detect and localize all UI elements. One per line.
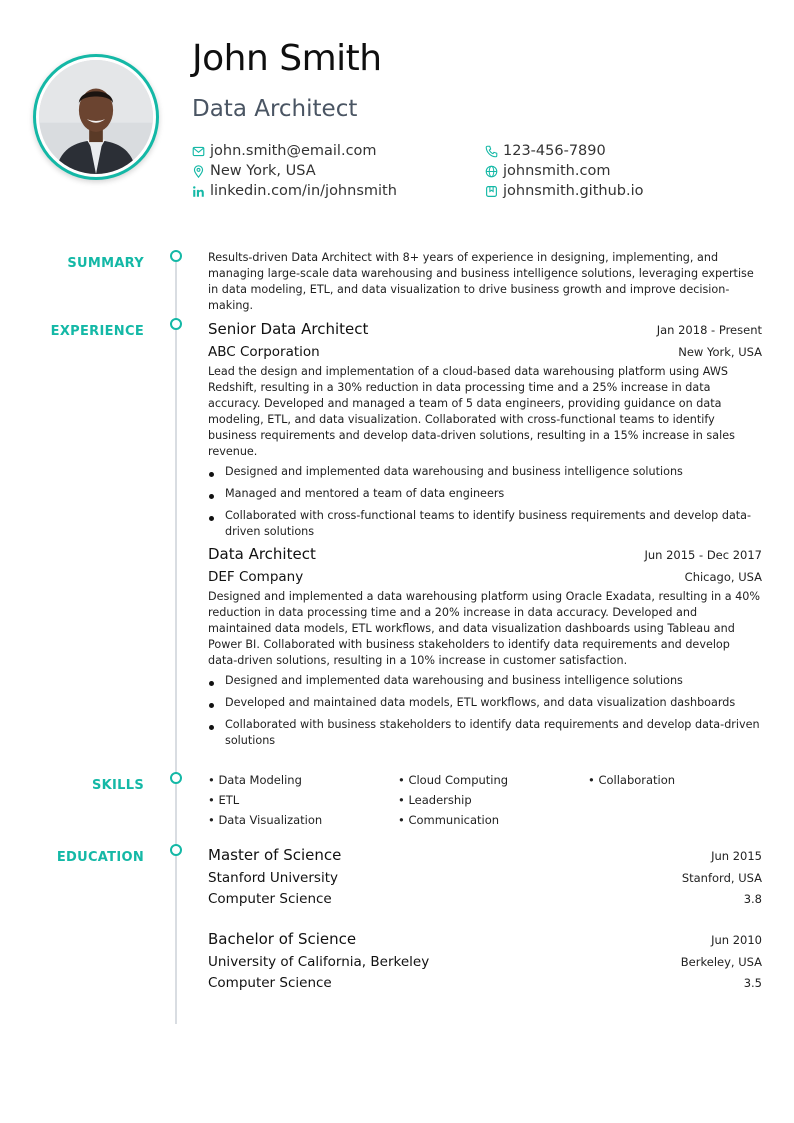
contact-portfolio[interactable] (485, 183, 643, 199)
phone-icon (485, 145, 498, 158)
job-title: Data Architect (208, 545, 316, 563)
skill-item (588, 812, 762, 828)
company-name: DEF Company (208, 569, 304, 585)
gpa: 3.8 (743, 892, 762, 906)
education-entry (208, 846, 762, 907)
list-item: Collaborated with cross-functional teams to identify business requirements and develop data-driven solutions (208, 508, 762, 540)
job-title: Data Architect (192, 96, 358, 122)
summary-text: Results-driven Data Architect with 8+ years of experience in designing, implementing, and managing large-scale data warehousing and business intelligence solutions, leveraging expertise in data modeling, ETL, and data visualization to drive business growth and improve decision-making. (208, 251, 754, 312)
school-location: Berkeley, USA (680, 955, 762, 969)
globe-icon (485, 165, 498, 178)
candidate-name: John Smith (192, 38, 382, 79)
skills-section (208, 772, 762, 828)
skill-item: • Data Modeling (208, 773, 302, 787)
summary-section (208, 250, 762, 314)
skill-item: • ETL (208, 793, 240, 807)
contact-email[interactable] (192, 143, 377, 159)
skill-item: • Leadership (398, 793, 472, 807)
website-text: johnsmith.com (503, 163, 611, 179)
skill-item: • Collaboration (588, 773, 676, 787)
job-title: Senior Data Architect (208, 320, 369, 338)
linkedin-text: linkedin.com/in/johnsmith (210, 183, 397, 199)
skill-item: • Cloud Computing (398, 773, 509, 787)
list-item: Developed and maintained data models, ETL workflows, and data visualization dashboards (208, 695, 762, 711)
section-label-summary: SUMMARY (67, 256, 144, 271)
experience-entry (208, 320, 762, 540)
field-of-study: Computer Science (208, 975, 332, 991)
job-location: Chicago, USA (684, 570, 762, 584)
contact-phone[interactable] (485, 143, 606, 159)
email-text: john.smith@email.com (210, 143, 377, 159)
graduation-date: Jun 2015 (711, 849, 762, 863)
school-name: Stanford University (208, 870, 338, 886)
field-of-study: Computer Science (208, 891, 332, 907)
school-name: University of California, Berkeley (208, 954, 430, 970)
phone-text: 123-456-7890 (503, 143, 606, 159)
education-entry (208, 930, 762, 991)
linkedin-icon (192, 185, 205, 198)
list-item: Collaborated with business stakeholders to identify data requirements and develop data-driven solutions (208, 717, 762, 749)
list-item: Designed and implemented data warehousing and business intelligence solutions (208, 464, 762, 480)
list-item: Designed and implemented data warehousing and business intelligence solutions (208, 673, 762, 689)
section-label-experience: EXPERIENCE (50, 324, 144, 339)
skill-item: • Communication (398, 813, 500, 827)
portfolio-icon (485, 185, 498, 198)
job-description: Designed and implemented a data warehousing platform using Oracle Exadata, resulting in a 40% reduction in data processing time and a 20% increase in data accuracy. Developed and maintained data models, ETL workflows, and data visualization dashboards using Tableau and Power BI. Collaborated with business stakeholders to identify data requirements and develop data-driven solutions, resulting in a 10% increase in customer satisfaction. (208, 590, 761, 667)
timeline-line (175, 262, 177, 1024)
mail-icon (192, 145, 205, 158)
contact-linkedin[interactable] (192, 183, 397, 199)
job-dates: Jan 2018 - Present (656, 323, 762, 337)
school-location: Stanford, USA (681, 871, 762, 885)
gpa: 3.5 (743, 976, 762, 990)
profile-photo (33, 54, 159, 180)
timeline-dot-education (170, 844, 182, 856)
timeline-dot-summary (170, 250, 182, 262)
job-description: Lead the design and implementation of a cloud-based data warehousing platform using AWS Redshift, resulting in a 30% reduction in data processing time and a 25% increase in data accuracy. Developed and managed a team of 5 data engineers, providing guidance on data modeling, ETL, and data visualization. Collaborated with cross-functional teams to identify business requirements and develop data-driven solutions, resulting in a 15% increase in sales revenue. (208, 365, 735, 458)
github-text: johnsmith.github.io (503, 183, 644, 199)
company-name: ABC Corporation (208, 344, 320, 360)
map-pin-icon (192, 165, 205, 178)
job-location: New York, USA (678, 345, 762, 359)
skill-item (588, 792, 762, 808)
section-label-skills: SKILLS (91, 778, 144, 793)
skill-item: • Data Visualization (208, 813, 323, 827)
degree: Bachelor of Science (208, 930, 357, 948)
list-item: Managed and mentored a team of data engineers (208, 486, 762, 502)
contact-website[interactable] (485, 163, 610, 179)
avatar (39, 60, 153, 174)
section-label-education: EDUCATION (56, 850, 144, 865)
timeline-dot-experience (170, 318, 182, 330)
degree: Master of Science (208, 846, 342, 864)
contact-location (192, 163, 316, 179)
job-dates: Jun 2015 - Dec 2017 (644, 548, 762, 562)
experience-entry (208, 545, 762, 749)
job-bullets (208, 673, 762, 749)
timeline-dot-skills (170, 772, 182, 784)
graduation-date: Jun 2010 (711, 933, 762, 947)
location-text: New York, USA (210, 163, 316, 179)
job-bullets (208, 464, 762, 540)
